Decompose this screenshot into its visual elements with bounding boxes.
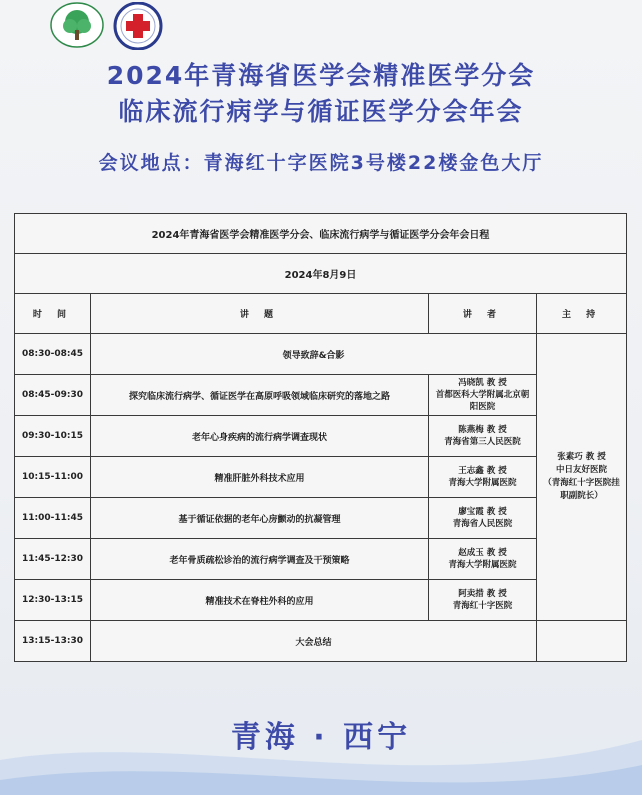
- schedule-date-row: [15, 254, 627, 294]
- table-row: [15, 334, 627, 375]
- row-speaker: [429, 539, 537, 580]
- medical-association-tree-logo: [50, 2, 104, 48]
- row-time: 09:30-10:15: [15, 416, 91, 457]
- row-time: 12:30-13:15: [15, 580, 91, 621]
- row-topic: 大会总结: [91, 621, 537, 662]
- row-speaker: [429, 498, 537, 539]
- row-topic: 领导致辞&合影: [91, 334, 537, 375]
- schedule-caption-row: [15, 214, 627, 254]
- header-speaker: 讲 者: [429, 294, 537, 334]
- table-row: [15, 375, 627, 416]
- speaker-text: 陈燕梅 教 授 青海省第三人民医院: [444, 425, 521, 447]
- header-host: 主 持: [537, 294, 627, 334]
- row-topic: 探究临床流行病学、循证医学在高原呼吸领域临床研究的落地之路: [91, 375, 429, 416]
- footer-city: 青海 · 西宁: [230, 720, 412, 755]
- header-time: 时 间: [15, 294, 91, 334]
- table-row: [15, 416, 627, 457]
- header-topic: 讲 题: [91, 294, 429, 334]
- row-topic: 老年心身疾病的流行病学调查现状: [91, 416, 429, 457]
- host-cell: [537, 334, 627, 621]
- row-time: 08:30-08:45: [15, 334, 91, 375]
- row-speaker: [429, 580, 537, 621]
- table-row: [15, 580, 627, 621]
- row-speaker: [429, 457, 537, 498]
- red-cross-hospital-logo: [112, 2, 164, 50]
- table-row: [15, 621, 627, 662]
- speaker-text: 廖宝霞 教 授 青海省人民医院: [452, 507, 513, 529]
- row-host-empty: [537, 621, 627, 662]
- speaker-text: 阿卖措 教 授 青海红十字医院: [452, 589, 513, 611]
- host-text: 张素巧 教 授 中日友好医院 （青海红十字医院挂职副院长）: [543, 452, 620, 501]
- page-title-line1: 2024年青海省医学会精准医学分会: [106, 61, 536, 90]
- schedule-caption: 2024年青海省医学会精准医学分会、临床流行病学与循证医学分会年会日程: [15, 214, 627, 254]
- row-topic: 精准技术在脊柱外科的应用: [91, 580, 429, 621]
- speaker-text: 赵成玉 教 授 青海大学附属医院: [448, 548, 517, 570]
- column-header-row: [15, 294, 627, 334]
- row-time: 08:45-09:30: [15, 375, 91, 416]
- speaker-text: 冯晓凯 教 授 首都医科大学附属北京朝阳医院: [435, 378, 530, 412]
- row-topic: 精准肝脏外科技术应用: [91, 457, 429, 498]
- row-speaker: [429, 416, 537, 457]
- schedule-table: [14, 213, 627, 662]
- row-time: 11:45-12:30: [15, 539, 91, 580]
- row-time: 10:15-11:00: [15, 457, 91, 498]
- table-row: [15, 498, 627, 539]
- table-row: [15, 539, 627, 580]
- table-row: [15, 457, 627, 498]
- row-speaker: [429, 375, 537, 416]
- row-topic: 老年骨质疏松诊治的流行病学调查及干预策略: [91, 539, 429, 580]
- logo-group: [50, 2, 180, 50]
- page-title-line2: 临床流行病学与循证医学分会年会: [118, 97, 524, 126]
- row-time: 11:00-11:45: [15, 498, 91, 539]
- row-topic: 基于循证依据的老年心房颤动的抗凝管理: [91, 498, 429, 539]
- row-time: 13:15-13:30: [15, 621, 91, 662]
- schedule-date: 2024年8月9日: [15, 254, 627, 294]
- venue-text: 会议地点：青海红十字医院3号楼22楼金色大厅: [98, 152, 544, 174]
- speaker-text: 王志鑫 教 授 青海大学附属医院: [448, 466, 517, 488]
